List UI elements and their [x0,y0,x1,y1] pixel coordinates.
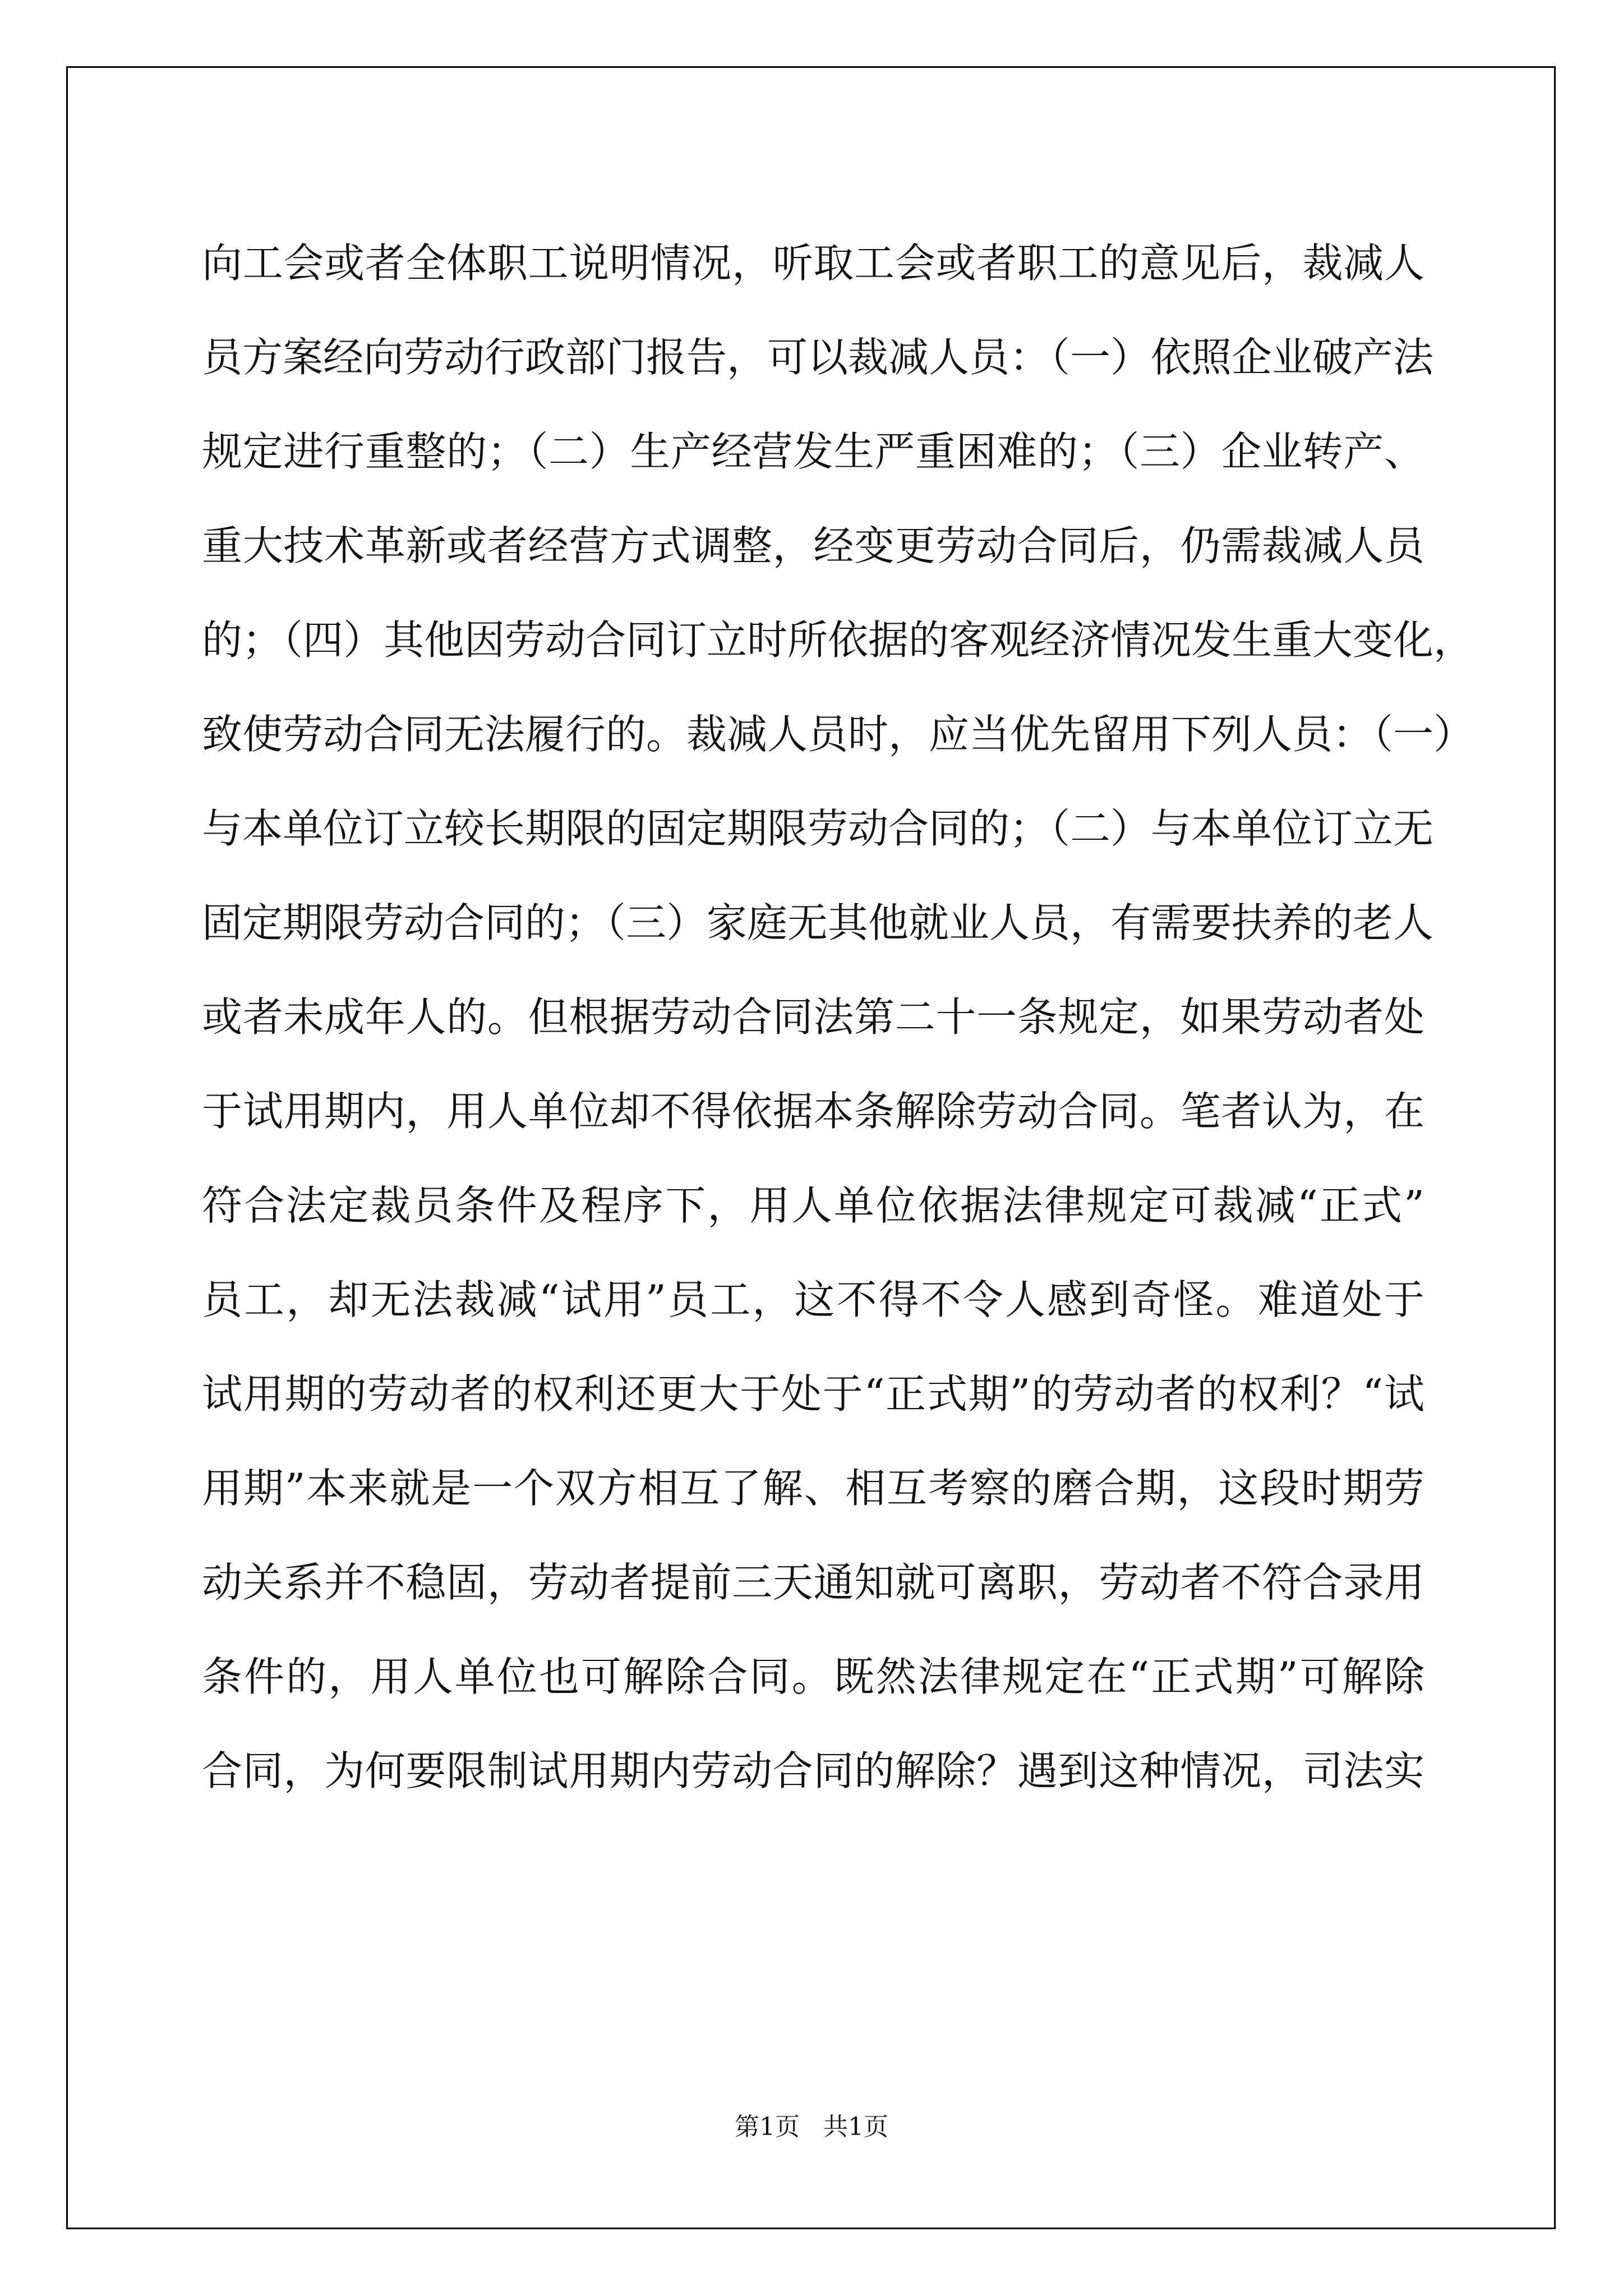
text-line: 合同，为何要限制试用期内劳动合同的解除？遇到这种情况，司法实 [202,1747,1424,1795]
text-line: 员工，却无法裁减“试用”员工，这不得不令人感到奇怪。难道处于 [202,1276,1424,1323]
text-line: 重大技术革新或者经营方式调整，经变更劳动合同后，仍需裁减人员 [202,522,1424,569]
text-line: 或者未成年人的。但根据劳动合同法第二十一条规定，如果劳动者处 [202,993,1424,1041]
text-line: 员方案经向劳动行政部门报告，可以裁减人员：（一）依照企业破产法 [202,334,1434,381]
text-line: 与本单位订立较长期限的固定期限劳动合同的；（二）与本单位订立无 [202,805,1434,852]
page-number: 第1页 [735,2113,800,2141]
text-line: 规定进行重整的；（二）生产经营发生严重困难的；（三）企业转产、 [202,428,1424,475]
text-line: 动关系并不稳固，劳动者提前三天通知就可离职，劳动者不符合录用 [202,1559,1424,1606]
text-line: 固定期限劳动合同的；（三）家庭无其他就业人员，有需要扶养的老人 [202,899,1434,946]
page-total: 共1页 [823,2113,888,2141]
document-body [202,216,1474,1818]
text-line: 用期”本来就是一个双方相互了解、相互考察的磨合期，这段时期劳 [202,1465,1424,1512]
text-line: 致使劳动合同无法履行的。裁减人员时，应当优先留用下列人员：（一） [202,711,1474,758]
page-footer [0,2106,1623,2142]
text-line: 于试用期内，用人单位却不得依据本条解除劳动合同。笔者认为，在 [202,1088,1424,1135]
text-line: 的；（四）其他因劳动合同订立时所依据的客观经济情况发生重大变化， [202,616,1474,664]
text-line: 符合法定裁员条件及程序下，用人单位依据法律规定可裁减“正式” [202,1182,1424,1229]
text-line: 条件的，用人单位也可解除合同。既然法律规定在“正式期”可解除 [202,1653,1424,1700]
text-line: 试用期的劳动者的权利还更大于处于“正式期”的劳动者的权利？“试 [202,1370,1424,1418]
text-line: 向工会或者全体职工说明情况，听取工会或者职工的意见后，裁减人 [202,240,1424,287]
